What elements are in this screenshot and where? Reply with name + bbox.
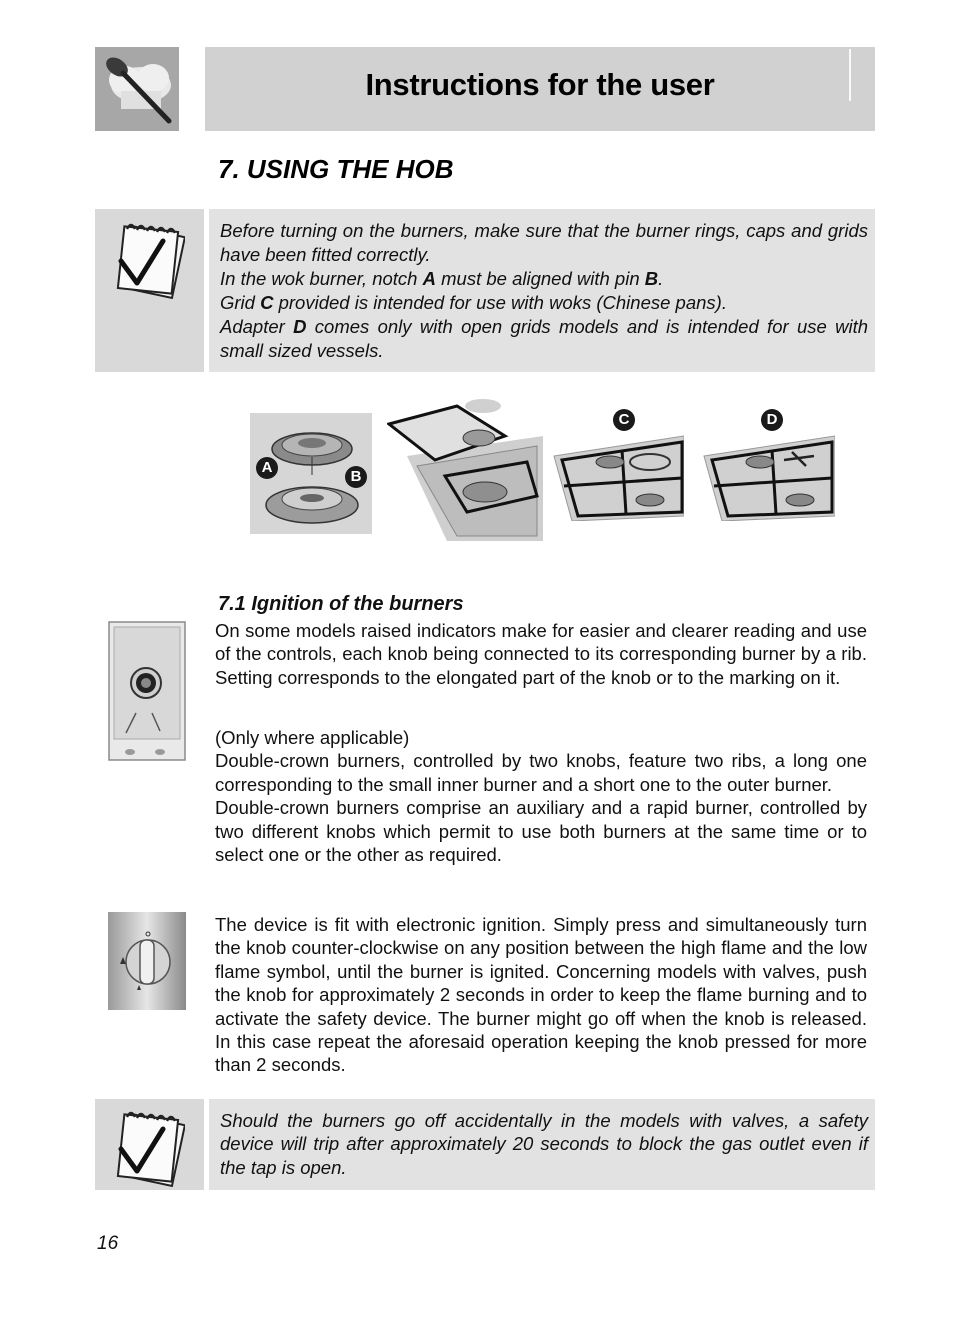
note-box-2 [209,1099,875,1190]
grid-letter: C [260,292,274,313]
knob-rib-indicator-icon [108,621,186,761]
note-icon-panel [95,209,204,372]
note-text-2 [220,1109,868,1179]
label-c: C [613,409,635,431]
adapter-letter: D [293,316,307,337]
chef-hat-spoon-icon [95,47,179,131]
note-text-span: provided is intended for use with woks (Chinese pans). [273,292,727,313]
chef-logo [95,47,179,131]
note-text-span: Grid [220,292,261,313]
paragraph-applicable: (Only where applicable) [215,727,410,748]
ignition-intro-text [215,619,867,689]
ignition-knob-icon [108,912,186,1010]
page-number: 16 [97,1233,119,1254]
paragraph-electronic-ignition: The device is fit with electronic ignition. Simply press and simultaneously turn the knob counter-clockwise on any position between the high flame and the low flame symbol, until the burner is ignited. Concerning models with valves, push the knob for approximately 2 seconds in order to keep the flame burning and to activate the safety device. The burner might go off when the knob is released. In this case repeat the aforesaid operation keeping the knob pressed for more than 2 seconds. [215,914,867,1076]
label-a: A [256,457,278,479]
safety-device-note: Should the burners go off accidentally in the models with valves, a safety device will trip after approximately 20 seconds to block the gas outlet even if the tap is open. [220,1110,868,1178]
subsection-title: 7.1 Ignition of the burners [218,593,464,615]
label-b: B [345,466,367,488]
note-text-span: must be aligned with pin [435,268,645,289]
hob-adapter-d-illustration [702,416,835,521]
paragraph-indicators: On some models raised indicators make for easier and clearer reading and use of the controls, each knob being connected to its corresponding burner by a rib. Setting corresponds to the elongated part of the knob or to the marking on it. [215,620,867,688]
pin-letter: B [644,268,659,289]
burner-figure-strip [250,396,835,541]
section-title: 7. USING THE HOB [218,154,454,184]
note-text-span: . [658,268,664,289]
note-line-adapter [220,315,868,363]
note-box-1 [209,209,875,372]
note-line-fitting: Before turning on the burners, make sure that the burner rings, caps and grids have been fitted correctly. [220,220,868,265]
paragraph-double-crown-knobs: Double-crown burners comprise an auxiliary and a rapid burner, controlled by two different knobs which permit to use both burners at the same time or to select one or the other as required. [215,797,867,866]
note-text-span: comes only with open grids models and is intended for use with small sized vessels. [220,316,868,361]
note-text-span: In the wok burner, notch [220,268,423,289]
header-bar [205,47,875,131]
double-crown-text [215,726,867,866]
note-text-span: Adapter [220,316,294,337]
notepad-checkmark-icon [113,1109,185,1187]
note-text-1 [220,219,868,363]
note-line-wok [220,267,868,291]
hob-wok-grid-illustration [387,396,543,541]
page-title: Instructions for the user [365,67,715,102]
hob-grid-c-illustration [552,416,684,521]
label-d: D [761,409,783,431]
note-icon-panel-2 [95,1099,204,1190]
notepad-checkmark-icon [113,221,185,299]
paragraph-double-crown-ribs: Double-crown burners, controlled by two knobs, feature two ribs, a long one corresponding to the small inner burner and a short one to the outer burner. [215,750,867,795]
notch-letter: A [422,268,436,289]
note-line-grid [220,291,868,315]
electronic-ignition-text [215,913,867,1077]
